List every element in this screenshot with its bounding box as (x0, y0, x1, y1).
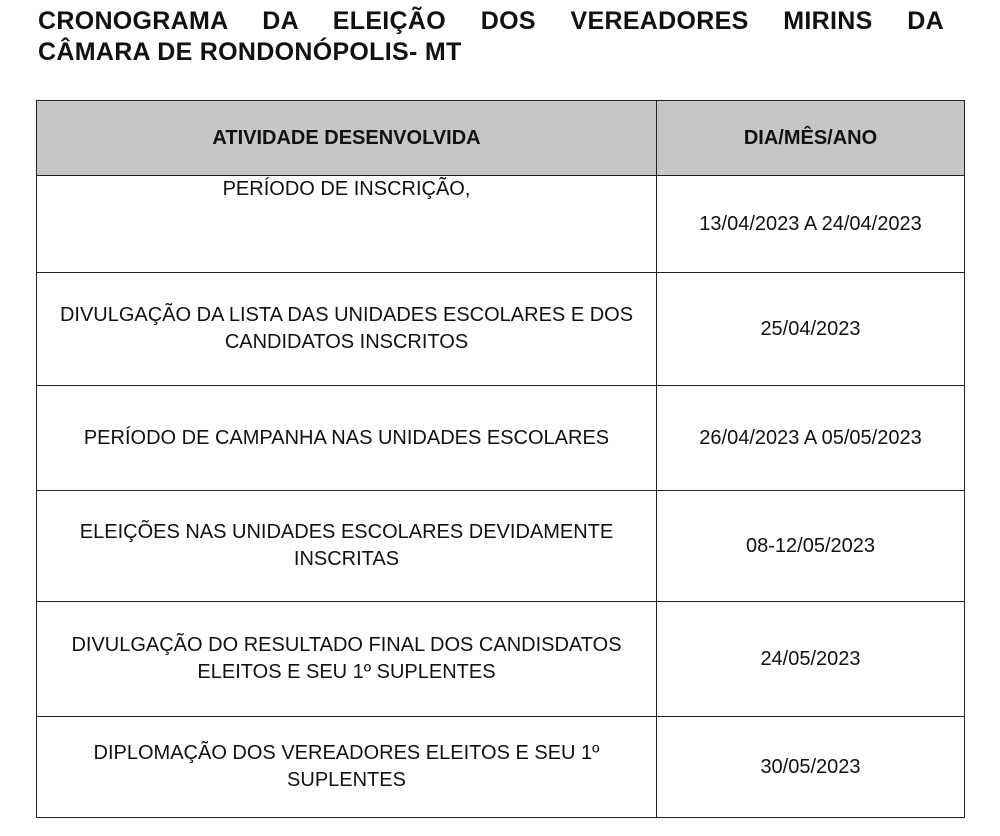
date-cell: 26/04/2023 A 05/05/2023 (657, 386, 965, 491)
activity-cell: DIVULGAÇÃO DA LISTA DAS UNIDADES ESCOLARES E DOS CANDIDATOS INSCRITOS (37, 273, 657, 386)
date-cell: 30/05/2023 (657, 717, 965, 818)
header-activity: ATIVIDADE DESENVOLVIDA (37, 101, 657, 176)
table-row (37, 273, 965, 386)
activity-cell: PERÍODO DE CAMPANHA NAS UNIDADES ESCOLARES (37, 386, 657, 491)
date-cell: 25/04/2023 (657, 273, 965, 386)
header-date: DIA/MÊS/ANO (657, 101, 965, 176)
title-line-2: CÂMARA DE RONDONÓPOLIS- MT (38, 38, 462, 66)
table-row (37, 176, 965, 273)
table-row (37, 491, 965, 602)
table-row (37, 602, 965, 717)
table-row (37, 386, 965, 491)
date-cell: 08-12/05/2023 (657, 491, 965, 602)
activity-cell: ELEIÇÕES NAS UNIDADES ESCOLARES DEVIDAMENTE INSCRITAS (37, 491, 657, 602)
document-title (38, 6, 944, 68)
activity-cell: DIVULGAÇÃO DO RESULTADO FINAL DOS CANDISDATOS ELEITOS E SEU 1º SUPLENTES (37, 602, 657, 717)
date-cell: 24/05/2023 (657, 602, 965, 717)
title-line-1: CRONOGRAMA DA ELEIÇÃO DOS VEREADORES MIRINS DA (38, 7, 944, 35)
date-cell: 13/04/2023 A 24/04/2023 (657, 176, 965, 273)
table-header-row (37, 101, 965, 176)
table-row (37, 717, 965, 818)
schedule-table (36, 100, 965, 818)
activity-cell: PERÍODO DE INSCRIÇÃO, (37, 176, 657, 273)
activity-cell: DIPLOMAÇÃO DOS VEREADORES ELEITOS E SEU 1º SUPLENTES (37, 717, 657, 818)
